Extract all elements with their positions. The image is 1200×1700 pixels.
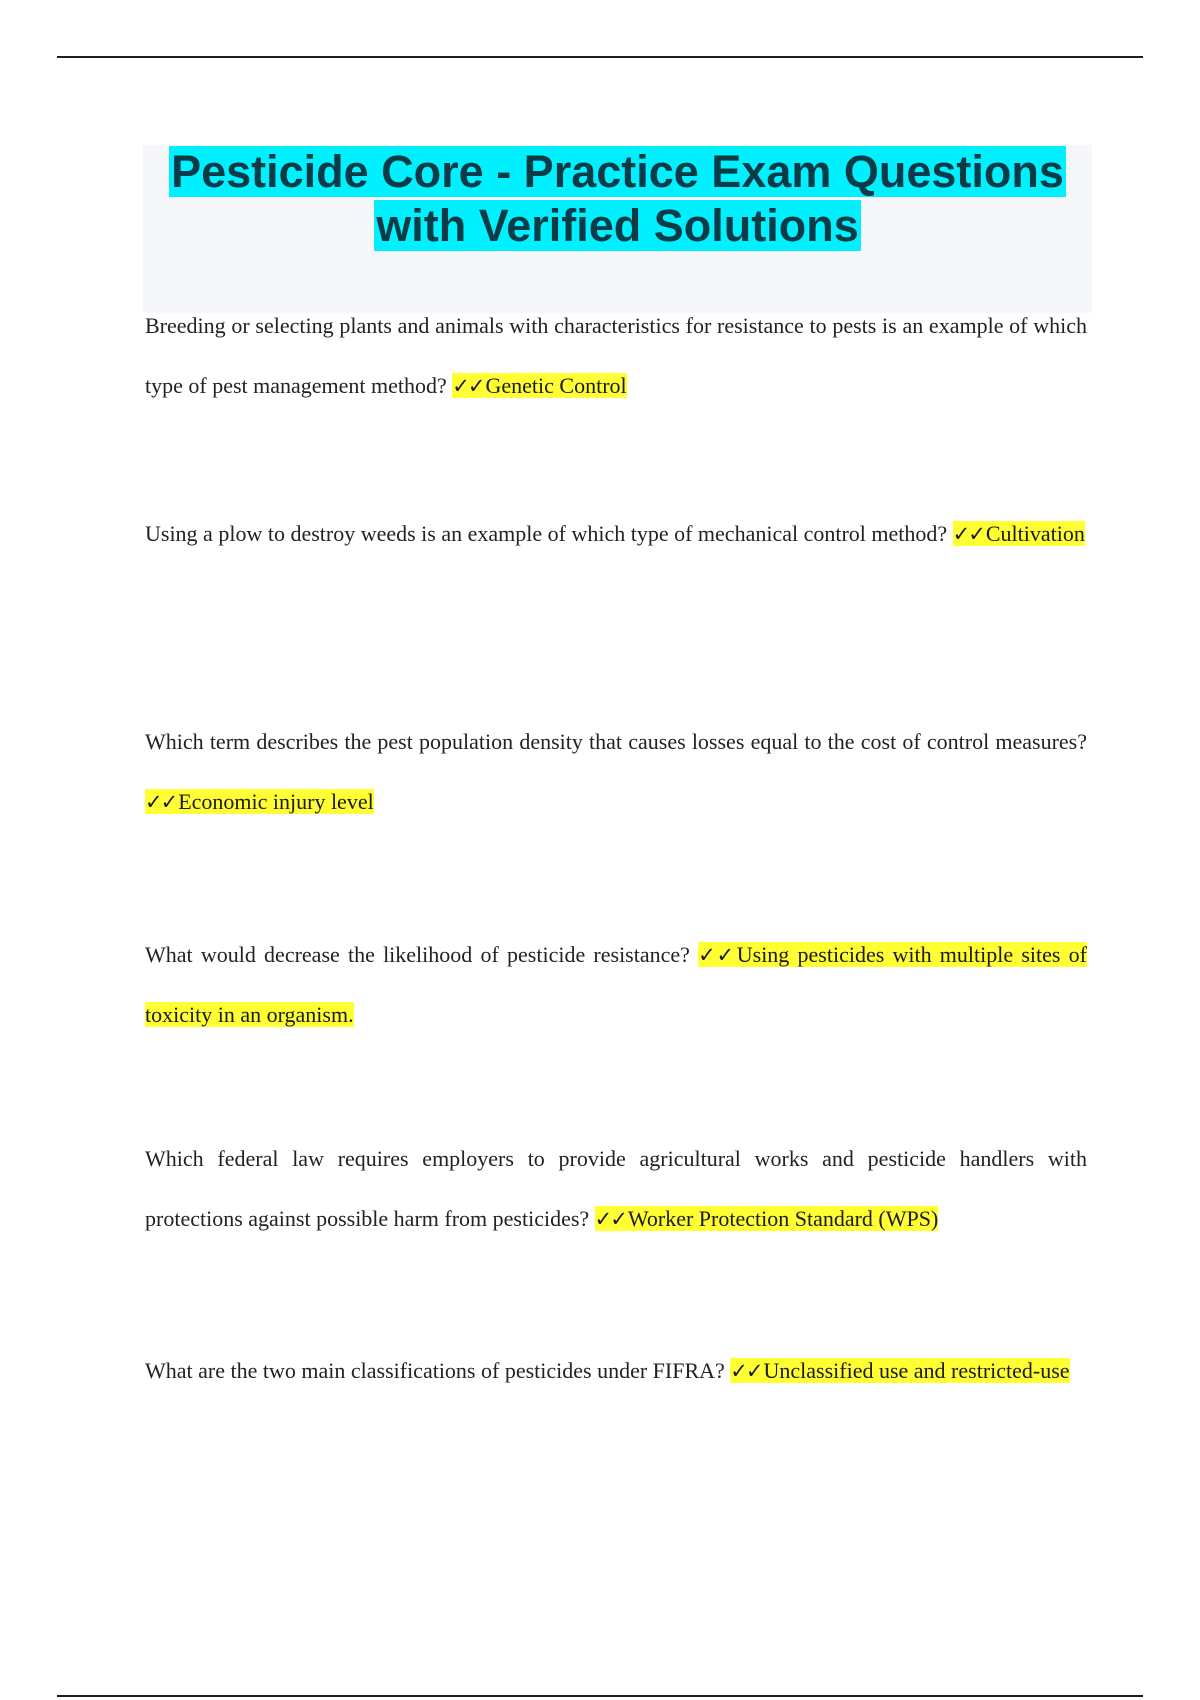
question-answer-item: [145, 1341, 1087, 1401]
question-answer-item: [145, 1129, 1087, 1249]
question-answer-item: [145, 504, 1087, 564]
title-highlight: Pesticide Core - Practice Exam Questions with Verified Solutions: [171, 146, 1064, 251]
document-title: [143, 145, 1092, 253]
answer-text: Using pesticides with multiple sites of toxicity in an organism.: [145, 942, 1087, 1027]
double-check-icon: ✓✓: [698, 943, 735, 967]
question-answer-item: [145, 925, 1087, 1045]
question-answer-item: [145, 296, 1087, 416]
answer-highlight: [730, 1358, 1069, 1383]
double-check-icon: ✓✓: [594, 1207, 626, 1231]
answer-text: Economic injury level: [178, 789, 374, 814]
double-check-icon: ✓✓: [452, 374, 484, 398]
question-text: What are the two main classifications of pesticides under FIFRA?: [145, 1358, 725, 1383]
question-text: Using a plow to destroy weeds is an example of which type of mechanical control method?: [145, 521, 948, 546]
answer-text: Worker Protection Standard (WPS): [627, 1206, 939, 1231]
title-block: [143, 145, 1092, 313]
double-check-icon: ✓✓: [952, 522, 984, 546]
answer-text: Cultivation: [985, 521, 1085, 546]
question-answer-item: [145, 712, 1087, 832]
question-text: Which federal law requires employers to provide agricultural works and pesticide handlers with protections against possible harm from pesticides?: [145, 1146, 1087, 1231]
answer-highlight: [953, 521, 1085, 546]
double-check-icon: ✓✓: [730, 1359, 762, 1383]
top-rule: [57, 56, 1143, 58]
answer-text: Genetic Control: [485, 373, 627, 398]
answer-highlight: [145, 789, 374, 814]
question-text: Which term describes the pest population density that causes losses equal to the cost of control measures?: [145, 729, 1087, 754]
question-text: What would decrease the likelihood of pesticide resistance?: [145, 942, 690, 967]
bottom-rule: [57, 1695, 1143, 1697]
answer-highlight: [595, 1206, 939, 1231]
double-check-icon: ✓✓: [145, 790, 177, 814]
answer-highlight: [452, 373, 626, 398]
question-text: Breeding or selecting plants and animals with characteristics for resistance to pests is an example of which type of pest management method?: [145, 313, 1087, 398]
answer-text: Unclassified use and restricted-use: [763, 1358, 1070, 1383]
